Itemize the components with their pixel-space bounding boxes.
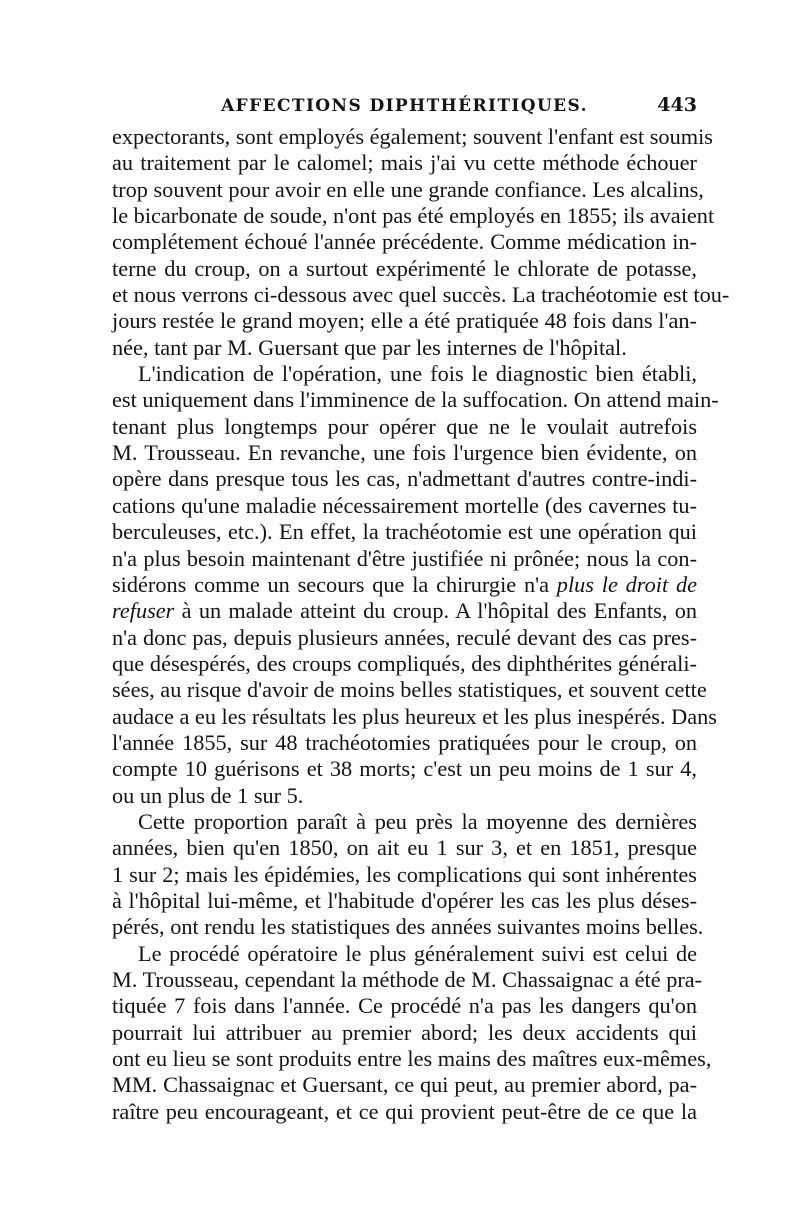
text-line: années, bien qu'en 1850, on ait eu 1 sur 3, et en 1851, presque [112, 835, 697, 861]
italic-emphasis: refuser [112, 598, 175, 624]
text-line: compte 10 guérisons et 38 morts; c'est un peu moins de 1 sur 4, [112, 756, 697, 782]
text-line: cations qu'une maladie nécessairement mortelle (des cavernes tu- [112, 492, 697, 518]
text-line: terne du croup, on a surtout expérimenté le chlorate de potasse, [112, 255, 697, 281]
paragraph-3 [112, 808, 704, 941]
text-line: au traitement par le calomel; mais j'ai vu cette méthode échouer [112, 150, 697, 176]
running-title: AFFECTIONS DIPHTHÉRITIQUES. [221, 96, 588, 116]
text-line [112, 598, 697, 624]
text-line: née, tant par M. Guersant que par les internes de l'hôpital. [112, 334, 627, 360]
text-line: trop souvent pour avoir en elle une grande confiance. Les alcalins, [112, 176, 704, 202]
text-line: n'a donc pas, depuis plusieurs années, reculé devant des cas pres- [112, 624, 697, 650]
text-line: raître peu encourageant, et ce qui provient peut-être de ce que la [112, 1098, 697, 1124]
text-line: ont eu lieu se sont produits entre les mains des maîtres eux-mêmes, [112, 1046, 712, 1072]
paragraph-2 [112, 361, 719, 809]
italic-emphasis: plus le droit de [556, 571, 697, 597]
body-text [112, 124, 730, 1125]
text-line: sées, au risque d'avoir de moins belles statistiques, et souvent cette [112, 677, 707, 703]
text-line: 1 sur 2; mais les épidémies, les complications qui sont inhérentes [112, 861, 697, 887]
text-line: Cette proportion paraît à peu près la moyenne des dernières [138, 808, 697, 834]
text-line: L'indication de l'opération, une fois le diagnostic bien établi, [138, 361, 697, 387]
page-header [112, 96, 697, 126]
text-line: pourrait lui attribuer au premier abord; les deux accidents qui [112, 1019, 697, 1045]
text-line: audace a eu les résultats les plus heureux et les plus inespérés. Dans [112, 703, 717, 729]
text-span: sidérons comme un secours que la chirurgie n'a [112, 571, 557, 597]
page-number: 443 [657, 94, 697, 116]
text-line: le bicarbonate de soude, n'ont pas été employés en 1855; ils avaient [112, 203, 715, 229]
text-line: Le procédé opératoire le plus généralement suivi est celui de [138, 940, 697, 966]
text-span: à un malade atteint du croup. A l'hôpital des Enfants, on [174, 598, 697, 624]
text-line: et nous verrons ci-dessous avec quel succès. La trachéotomie est tou- [112, 282, 730, 308]
text-line: M. Trousseau, cependant la méthode de M. Chassaignac a été pra- [112, 967, 703, 992]
text-line: opère dans presque tous les cas, n'admettant d'autres contre-indi- [112, 466, 697, 492]
text-line: ou un plus de 1 sur 5. [112, 782, 304, 808]
text-line: l'année 1855, sur 48 trachéotomies pratiquées pour le croup, on [112, 729, 697, 755]
text-line: que désespérés, des croups compliqués, des diphthérites générali- [112, 650, 697, 676]
text-line: MM. Chassaignac et Guersant, ce qui peut, au premier abord, pa- [112, 1072, 697, 1098]
text-line: tenant plus longtemps pour opérer que ne le voulait autrefois [112, 413, 697, 439]
paragraph-4 [112, 940, 712, 1125]
text-line: complétement échoué l'année précédente. Comme médication in- [112, 229, 697, 255]
text-line: pérés, ont rendu les statistiques des années suivantes moins belles. [112, 914, 704, 940]
text-line: à l'hôpital lui-même, et l'habitude d'opérer les cas les plus déses- [112, 887, 697, 913]
text-line: tiquée 7 fois dans l'année. Ce procédé n'a pas les dangers qu'on [112, 993, 697, 1019]
text-line: berculeuses, etc.). En effet, la trachéotomie est une opération qui [112, 519, 697, 545]
text-line: est uniquement dans l'imminence de la suffocation. On attend main- [112, 387, 719, 413]
text-line: expectorants, sont employés également; souvent l'enfant est soumis [112, 124, 713, 149]
text-line: jours restée le grand moyen; elle a été pratiquée 48 fois dans l'an- [112, 308, 697, 334]
text-line [112, 572, 697, 598]
text-line: M. Trousseau. En revanche, une fois l'urgence bien évidente, on [112, 440, 697, 466]
text-line: n'a plus besoin maintenant d'être justifiée ni prônée; nous la con- [112, 545, 697, 571]
paragraph-1 [112, 124, 730, 361]
